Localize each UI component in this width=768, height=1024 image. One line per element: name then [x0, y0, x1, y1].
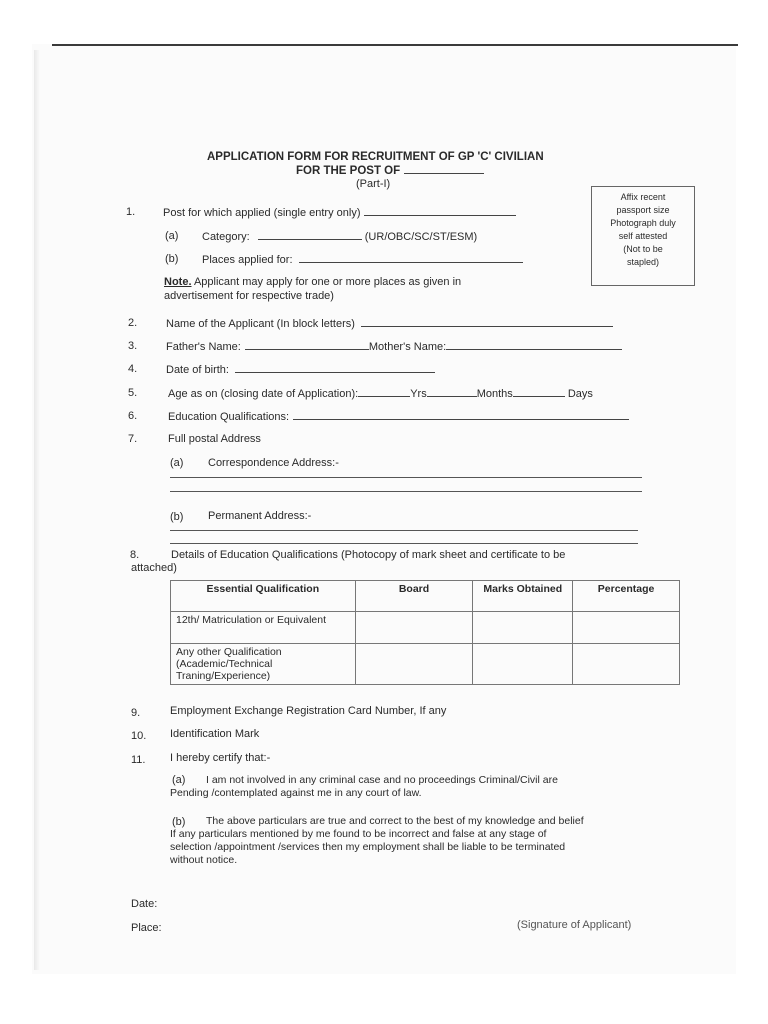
item10-number: 10.	[131, 730, 147, 742]
note-text-2: advertisement for respective trade)	[164, 290, 334, 302]
post-blank[interactable]	[404, 164, 484, 174]
column-header-qualification: Essential Qualification	[171, 581, 356, 612]
certify-label: I hereby certify that:-	[170, 752, 271, 764]
item1a-row	[202, 230, 477, 243]
place-label: Place:	[131, 922, 162, 934]
item3-row	[166, 340, 622, 353]
item11a-mark: (a)	[172, 774, 186, 786]
photo-text-2: passport size	[616, 205, 670, 215]
note-head: Note.	[164, 276, 192, 288]
form-title-line2	[296, 164, 484, 177]
scan-top-line	[52, 44, 738, 46]
item11a-line1: I am not involved in any criminal case and no proceedings Criminal/Civil are	[206, 774, 558, 786]
item6-row	[168, 410, 629, 423]
date-label: Date:	[131, 898, 158, 910]
table-header-row	[171, 581, 680, 612]
places-field[interactable]	[299, 253, 523, 263]
permanent-address-line-2[interactable]	[170, 543, 638, 544]
form-title-post: FOR THE POST OF	[296, 165, 401, 177]
applicant-name-label: Name of the Applicant (In block letters)	[166, 318, 355, 330]
qualification-table	[170, 580, 680, 685]
column-header-percentage: Percentage	[573, 581, 680, 612]
board-cell[interactable]	[355, 612, 473, 644]
photo-text-1: Affix recent	[620, 192, 666, 202]
marks-cell[interactable]	[473, 644, 573, 685]
mother-name-label: Mother's Name:	[368, 341, 447, 353]
item2-number: 2.	[128, 317, 138, 329]
item7b-mark: (b)	[170, 511, 184, 523]
item9-number: 9.	[131, 707, 141, 719]
marks-cell[interactable]	[473, 612, 573, 644]
note-text-1: Applicant may apply for one or more places as given in	[193, 276, 462, 288]
employment-exchange-label: Employment Exchange Registration Card Number, If any	[170, 705, 447, 717]
qualification-cell: 12th/ Matriculation or Equivalent	[171, 612, 356, 644]
item11a-line2: Pending /contemplated against me in any court of law.	[170, 787, 422, 799]
age-yrs-unit: Yrs	[410, 388, 427, 400]
item11b-line2: If any particulars mentioned by me found to be incorrect and false at any stage of	[170, 828, 547, 840]
photo-text-6: stapled)	[626, 257, 660, 267]
qualification-cell: Any other Qualification (Academic/Technical Traning/Experience)	[171, 644, 356, 685]
item11b-line3: selection /appointment /services then my employment shall be liable to be terminated	[170, 841, 566, 853]
board-cell[interactable]	[355, 644, 473, 685]
item7a-mark: (a)	[170, 457, 184, 469]
column-header-marks: Marks Obtained	[473, 581, 573, 612]
item11-number: 11.	[131, 754, 146, 766]
age-years-field[interactable]	[358, 387, 410, 397]
item1b-mark: (b)	[165, 253, 179, 265]
item11b-line1: The above particulars are true and correct to the best of my knowledge and belief	[206, 815, 584, 827]
table-row	[171, 644, 680, 685]
item1b-row	[202, 253, 523, 266]
item1-row	[163, 206, 516, 219]
applicant-name-field[interactable]	[361, 317, 613, 327]
photo-text-4: self attested	[618, 231, 668, 241]
dob-field[interactable]	[235, 363, 435, 373]
item8-label-line2: attached)	[131, 562, 177, 574]
photo-text-3: Photograph duly	[610, 218, 676, 228]
education-field[interactable]	[293, 410, 629, 420]
correspondence-address-label: Correspondence Address:-	[208, 457, 339, 469]
age-days-field[interactable]	[513, 387, 565, 397]
form-title-line1: APPLICATION FORM FOR RECRUITMENT OF GP 'C' CIVILIAN	[207, 151, 544, 163]
correspondence-address-line-1[interactable]	[170, 477, 642, 478]
age-months-field[interactable]	[427, 387, 477, 397]
category-label: Category:	[202, 231, 250, 243]
father-name-field[interactable]	[245, 340, 369, 350]
age-days-unit: Days	[567, 388, 593, 400]
post-applied-field[interactable]	[364, 206, 516, 216]
age-label: Age as on (closing date of Application):	[168, 388, 359, 400]
form-part-label: (Part-I)	[356, 178, 391, 190]
item8-label-line1: Details of Education Qualifications (Photocopy of mark sheet and certificate to be	[171, 549, 566, 561]
item4-row	[166, 363, 435, 376]
percentage-cell[interactable]	[573, 644, 680, 685]
item6-number: 6.	[128, 410, 138, 422]
item11b-line4: without notice.	[170, 854, 238, 866]
item8-number: 8.	[130, 549, 140, 561]
photo-box	[591, 186, 695, 286]
signature-label: (Signature of Applicant)	[517, 919, 632, 931]
places-label: Places applied for:	[202, 254, 293, 266]
item1a-mark: (a)	[165, 230, 179, 242]
page-edge-shadow	[34, 50, 40, 970]
item11b-mark: (b)	[172, 816, 186, 828]
photo-text-5: (Not to be	[623, 244, 663, 254]
note-line1	[164, 276, 461, 288]
item1-number: 1.	[126, 206, 136, 218]
education-label: Education Qualifications:	[168, 411, 290, 423]
item2-row	[166, 317, 613, 330]
category-field[interactable]	[258, 230, 362, 240]
category-options: (UR/OBC/SC/ST/ESM)	[364, 231, 478, 243]
identification-mark-label: Identification Mark	[170, 728, 260, 740]
address-heading: Full postal Address	[168, 433, 261, 445]
item5-number: 5.	[128, 387, 138, 399]
dob-label: Date of birth:	[166, 364, 229, 376]
item1-label: Post for which applied (single entry only)	[163, 207, 361, 219]
permanent-address-line-1[interactable]	[170, 530, 638, 531]
permanent-address-label: Permanent Address:-	[208, 510, 312, 522]
table-row	[171, 612, 680, 644]
item4-number: 4.	[128, 363, 138, 375]
correspondence-address-line-2[interactable]	[170, 491, 642, 492]
column-header-board: Board	[355, 581, 473, 612]
mother-name-field[interactable]	[446, 340, 622, 350]
father-name-label: Father's Name:	[166, 341, 241, 353]
item3-number: 3.	[128, 340, 138, 352]
item7-number: 7.	[128, 433, 138, 445]
percentage-cell[interactable]	[573, 612, 680, 644]
age-months-unit: Months	[476, 388, 513, 400]
item5-row	[168, 387, 593, 400]
